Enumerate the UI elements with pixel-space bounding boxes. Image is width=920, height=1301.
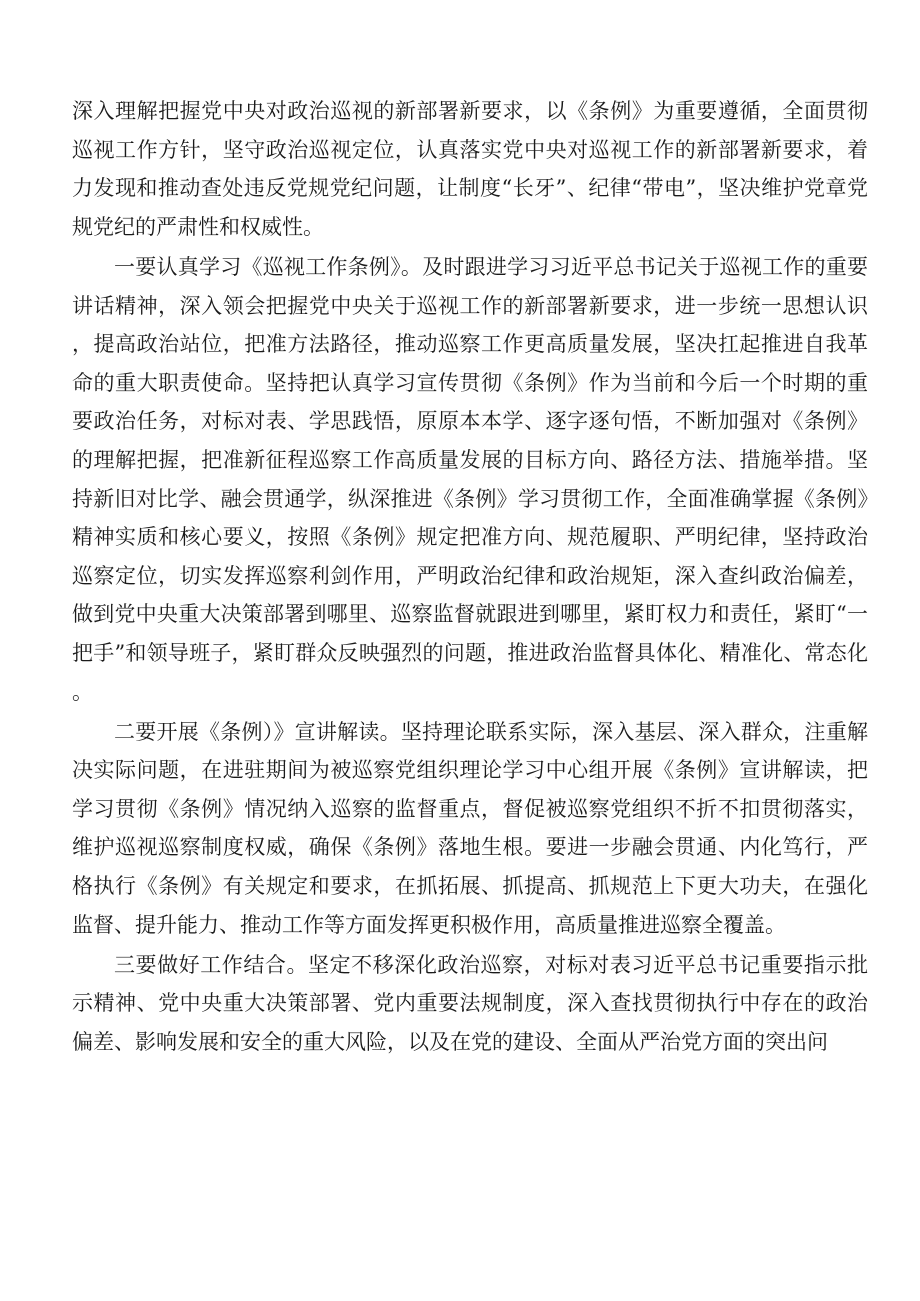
paragraph-combine-work: 三要做好工作结合。坚定不移深化政治巡察，对标对表习近平总书记重要指示批示精神、党中央重大决策部署、党内重要法规制度，深入查找贯彻执行中存在的政治偏差、影响发展和安全的重大风险，以及在党的建设、全面从严治党方面的突出问: [72, 952, 868, 1055]
paragraph-publicize-regulations: 二要开展《条例）》宣讲解读。坚持理论联系实际，深入基层、深入群众，注重解决实际问题，在进驻期间为被巡察党组织理论学习中心组开展《条例》宣讲解读，把学习贯彻《条例》情况纳入巡察的监督重点，督促被巡察党组织不折不扣贯彻落实，维护巡视巡察制度权威，确保《条例》落地生根。要进一步融会贯通、内化笃行，严格执行《条例》有关规定和要求，在抓拓展、抓提高、抓规范上下更大功夫，在强化监督、提升能力、推动工作等方面发挥更积极作用，高质量推进巡察全覆盖。: [72, 719, 868, 937]
document-page: [72, 92, 868, 1062]
paragraph-intro: 深入理解把握党中央对政治巡视的新部署新要求，以《条例》为重要遵循，全面贯彻巡视工作方针，坚守政治巡视定位，认真落实党中央对巡视工作的新部署新要求，着力发现和推动查处违反党规党纪问题，让制度“长牙”、纪律“带电”，坚决维护党章党规党纪的严肃性和权威性。: [72, 99, 868, 239]
paragraph-study-regulations: 一要认真学习《巡视工作条例》。及时跟进学习习近平总书记关于巡视工作的重要讲话精神，深入领会把握党中央关于巡视工作的新部署新要求，进一步统一思想认识，提高政治站位，把准方法路径，推动巡察工作更高质量发展，坚决扛起推进自我革命的重大职责使命。坚持把认真学习宣传贯彻《条例》作为当前和今后一个时期的重要政治任务，对标对表、学思践悟，原原本本学、逐字逐句悟，不断加强对《条例》的理解把握，把准新征程巡察工作高质量发展的目标方向、路径方法、措施举措。坚持新旧对比学、融会贯通学，纵深推进《条例》学习贯彻工作，全面准确掌握《条例》精神实质和核心要义，按照《条例》规定把准方向、规范履职、严明纪律，坚持政治巡察定位，切实发挥巡察利剑作用，严明政治纪律和政治规矩，深入查纠政治偏差，做到党中央重大决策部署到哪里、巡察监督就跟进到哪里，紧盯权力和责任，紧盯“一把手”和领导班子，紧盯群众反映强烈的问题，推进政治监督具体化、精准化、常态化。: [72, 254, 868, 704]
